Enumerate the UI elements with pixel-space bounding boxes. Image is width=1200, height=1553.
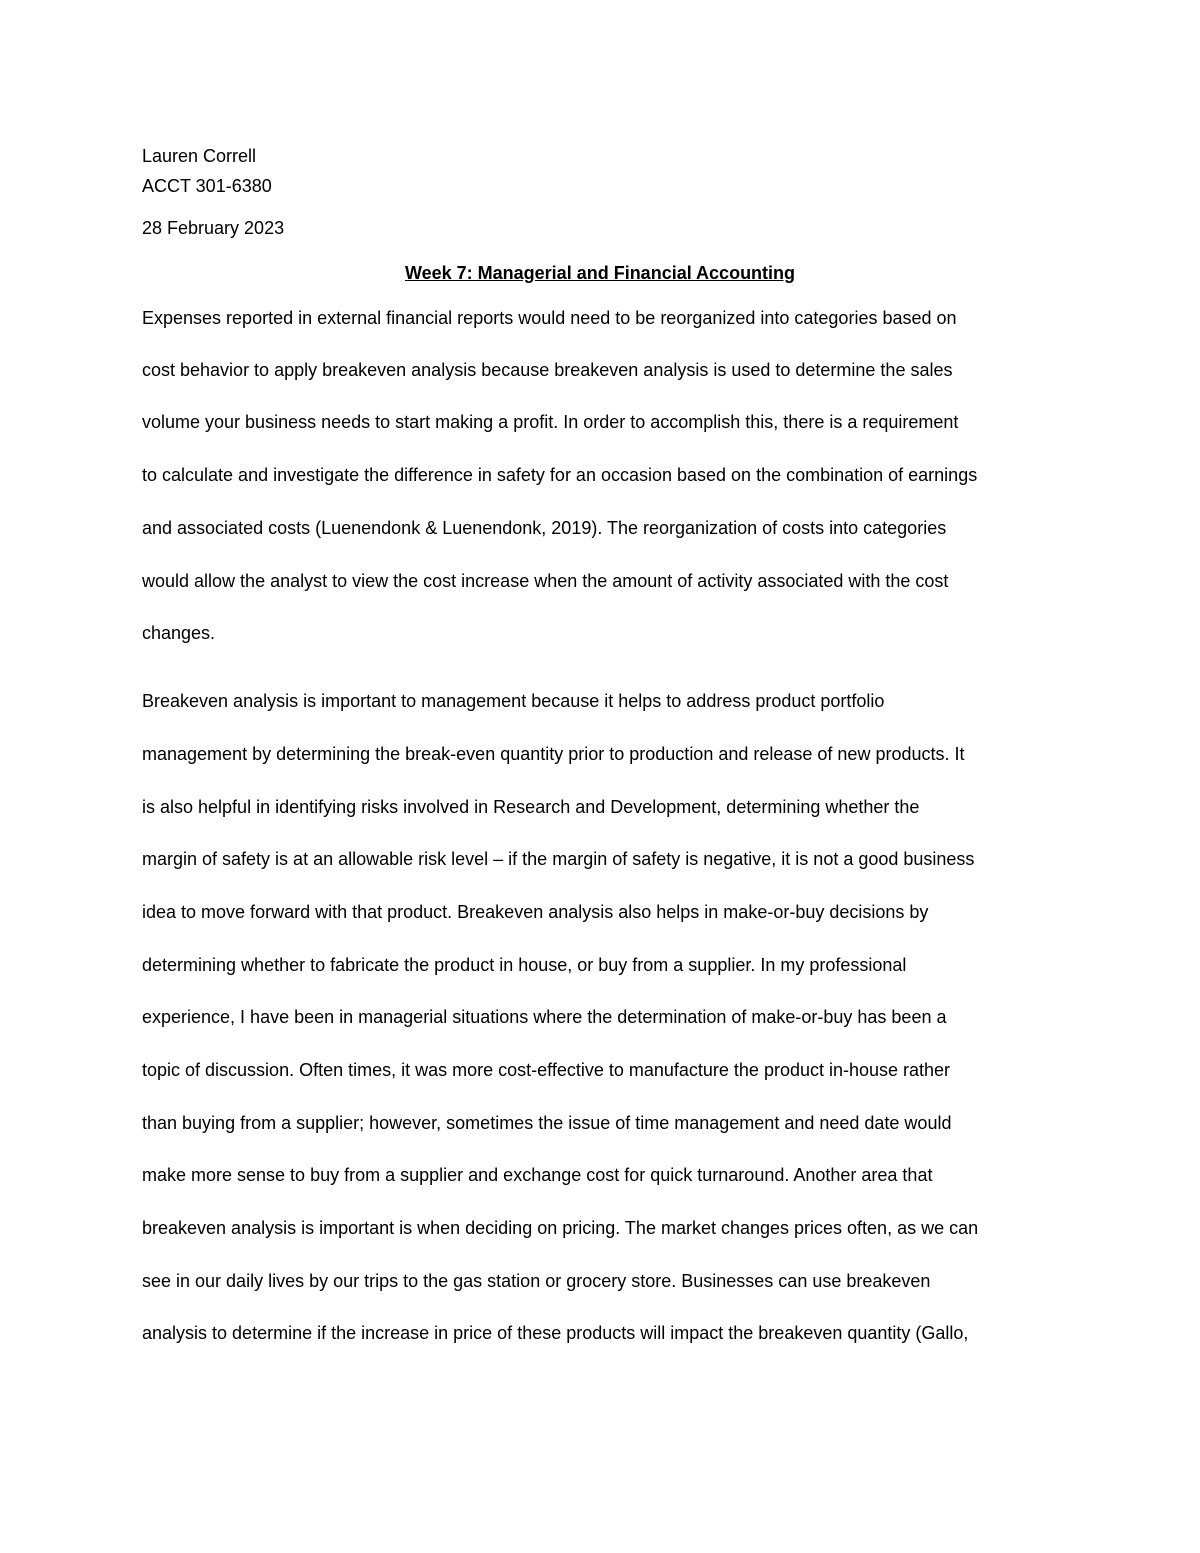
paragraph-line: is also helpful in identifying risks involved in Research and Development, determining whether the [142,797,920,817]
paragraph-line: topic of discussion. Often times, it was more cost-effective to manufacture the product in-house rather [142,1060,951,1080]
paragraph-line: to calculate and investigate the difference in safety for an occasion based on the combination of earnings [142,465,978,485]
paragraph-line: margin of safety is at an allowable risk level – if the margin of safety is negative, it is not a good business [142,849,975,869]
paragraph-line: see in our daily lives by our trips to the gas station or grocery store. Businesses can use breakeven [142,1271,931,1291]
paragraph-line: Expenses reported in external financial reports would need to be reorganized into categories based on [142,308,957,328]
document-title: Week 7: Managerial and Financial Accounting [404,263,796,283]
paragraph-line: make more sense to buy from a supplier and exchange cost for quick turnaround. Another area that [142,1165,933,1185]
paragraph-line: idea to move forward with that product. Breakeven analysis also helps in make-or-buy decisions by [142,902,929,922]
paragraph-line: Breakeven analysis is important to management because it helps to address product portfolio [142,691,885,711]
course-code: ACCT 301-6380 [142,176,272,196]
paragraph-line: cost behavior to apply breakeven analysis because breakeven analysis is used to determine the sales [142,360,953,380]
paragraph-line: determining whether to fabricate the product in house, or buy from a supplier. In my professional [142,955,907,975]
paragraph-line: changes. [142,623,216,643]
paragraph-line: would allow the analyst to view the cost increase when the amount of activity associated with the cost [142,571,949,591]
document-date: 28 February 2023 [142,218,285,238]
paragraph-line: volume your business needs to start making a profit. In order to accomplish this, there is a requirement [142,412,959,432]
paragraph-line: management by determining the break-even quantity prior to production and release of new products. It [142,744,965,764]
paragraph-line: experience, I have been in managerial situations where the determination of make-or-buy has been a [142,1007,947,1027]
paragraph-line: analysis to determine if the increase in price of these products will impact the breakeven quantity (Gallo, [142,1323,969,1343]
paragraph-line: and associated costs (Luenendonk & Luenendonk, 2019). The reorganization of costs into categories [142,518,947,538]
paragraph-line: than buying from a supplier; however, sometimes the issue of time management and need date would [142,1113,952,1133]
paragraph-line: breakeven analysis is important is when deciding on pricing. The market changes prices often, as we can [142,1218,979,1238]
author-name: Lauren Correll [142,146,257,166]
